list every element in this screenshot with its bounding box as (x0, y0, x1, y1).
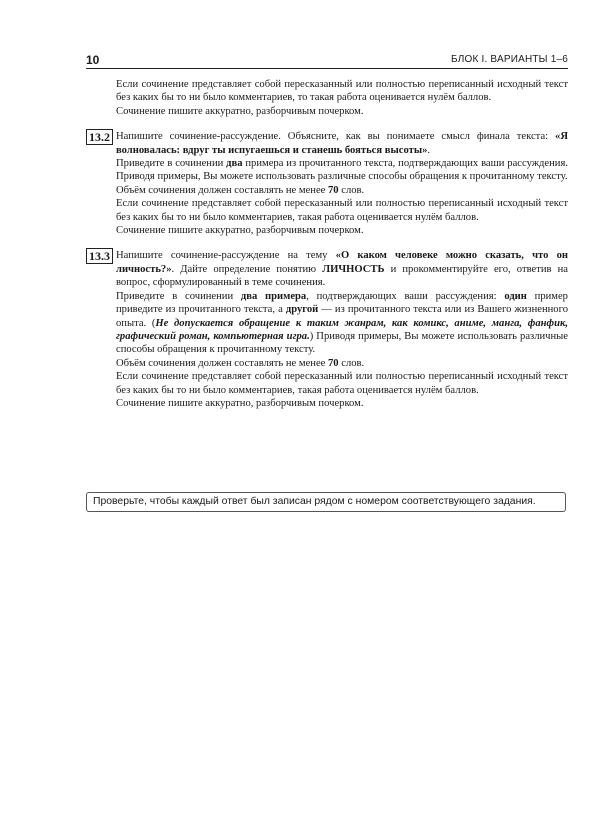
task-13-2-examples-a: Приведите в сочинении (116, 158, 227, 170)
task-13-2-prompt-text: Напишите сочинение-рассуждение. Объясните, как вы понимаете смысл финала текста: (116, 131, 556, 143)
task-13-2-examples (116, 157, 568, 184)
task-13-2-quote: «Я волновалась: вдруг ты испугаешься и станешь бояться высоты» (116, 131, 568, 156)
task-13-3-topic: «О каком человеке можно сказать, что он личность?» (116, 250, 568, 275)
page-content (86, 78, 568, 410)
task-13-3-concept: ЛИЧНОСТЬ (322, 263, 385, 275)
task-13-3-prompt-b: . Дайте определение понятию (171, 263, 323, 275)
task-13-3-examples-bold-1: два примера (240, 290, 307, 302)
intro-paragraph-2: Сочинение пишите аккуратно, разборчивым почерком. (116, 105, 364, 117)
task-13-3-prompt-a: Напишите сочинение-рассуждение на тему (116, 250, 336, 262)
task-13-3-examples-b: , подтверждающих ваши рассуждения: (306, 290, 505, 302)
task-number-13-3: 13.3 (86, 248, 113, 264)
intro-block (86, 78, 568, 118)
task-13-3-examples-a: Приведите в сочинении (116, 290, 241, 302)
task-13-3-prompt (116, 249, 568, 289)
footer-note-box: Проверьте, чтобы каждый ответ был записан рядом с номером соответствующего задания. (86, 492, 566, 512)
task-13-3-examples-e: ) Приводя примеры, Вы можете использовать различные способы обращения к прочитанному тексту. (116, 330, 568, 356)
task-13-3-examples (116, 290, 568, 357)
task-13-3-handwriting-rule: Сочинение пишите аккуратно, разборчивым почерком. (116, 397, 364, 409)
task-13-3-volume-a: Объём сочинения должен составлять не менее (116, 357, 328, 369)
task-13-3-volume-b: слов. (338, 357, 365, 369)
intro-paragraph-1: Если сочинение представляет собой пересказанный или полностью переписанный исходный текст без каких бы то ни было комментариев, то такая работа оценивается нулём баллов. (116, 79, 568, 104)
task-number-13-2: 13.2 (86, 129, 113, 145)
task-13-3-prompt-c: и прокомментируйте его, ответив на вопрос, сформулированный в теме сочинения. (116, 263, 569, 289)
task-13-2-volume-number: 70 (328, 184, 339, 196)
task-13-2-volume (116, 184, 568, 197)
task-13-2-volume-a: Объём сочинения должен составлять не менее (116, 184, 328, 196)
task-13-2-retelling-rule: Если сочинение представляет собой пересказанный или полностью переписанный исходный текст без каких бы то ни было комментариев, такая работа оценивается нулём баллов. (116, 198, 568, 223)
task-13-3-examples-c: пример приведите из прочитанного текста, а (116, 290, 568, 316)
task-13-3-volume-number: 70 (328, 357, 339, 369)
task-13-2-volume-b: слов. (338, 184, 365, 196)
task-13-3-retelling-rule: Если сочинение представляет собой пересказанный или полностью переписанный исходный текст без каких бы то ни было комментариев, такая работа оценивается нулём баллов. (116, 371, 568, 396)
page-header (86, 52, 568, 69)
task-13-3-examples-bold-2: один (504, 290, 527, 302)
task-13-2 (86, 130, 568, 237)
task-13-3-genre-note: Не допускается обращение к таким жанрам, как комикс, аниме, манга, фанфик, графический роман, компьютерная игра. (116, 317, 569, 342)
task-13-3 (86, 249, 568, 410)
task-13-3-examples-bold-3: другой (285, 304, 319, 316)
running-title: БЛОК I. ВАРИАНТЫ 1–6 (450, 54, 568, 65)
task-13-2-prompt (116, 130, 568, 157)
page-number: 10 (86, 53, 100, 67)
task-13-2-examples-b: примера из прочитанного текста, подтверждающих ваши рассуждения. Приводя примеры, Вы можете использовать различные способы обращения к прочитанному тексту. (116, 158, 568, 183)
task-13-3-volume (116, 357, 568, 370)
task-13-2-prompt-end: . (427, 144, 431, 156)
task-13-2-handwriting-rule: Сочинение пишите аккуратно, разборчивым почерком. (116, 225, 364, 237)
task-13-3-examples-d: — из прочитанного текста или из Вашего жизненного опыта. ( (116, 304, 568, 329)
task-13-2-examples-bold: два (226, 158, 243, 170)
